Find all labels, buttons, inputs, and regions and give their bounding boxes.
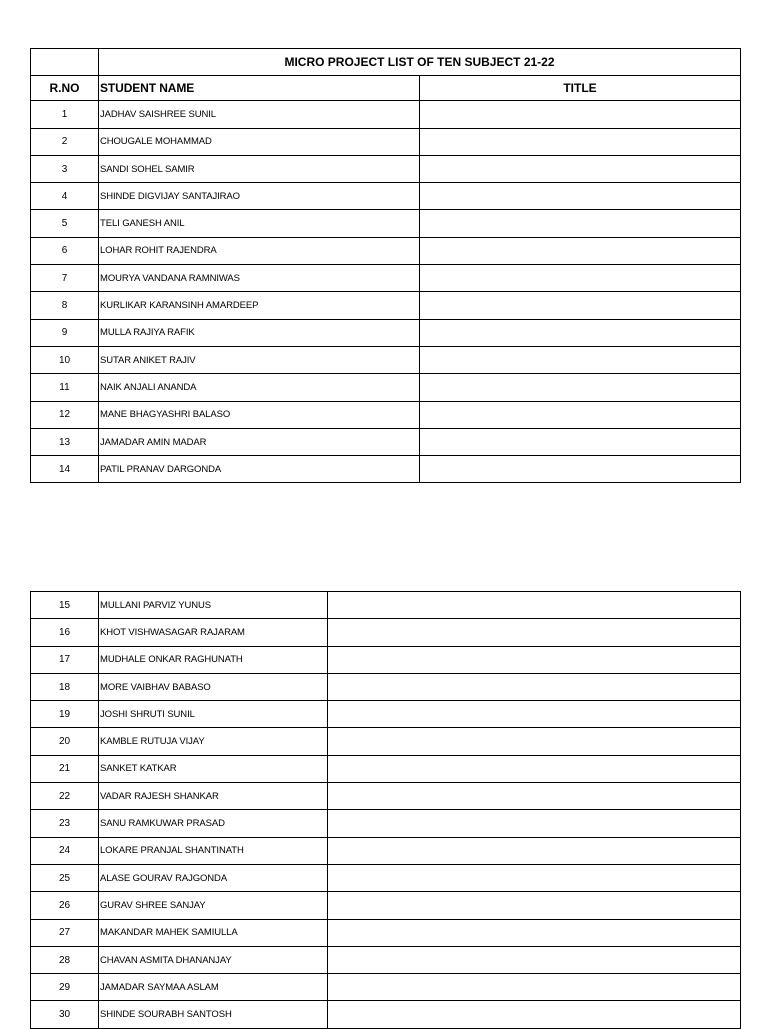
table-row <box>31 755 741 782</box>
roll-number-cell: 9 <box>31 319 99 346</box>
roll-number-cell: 4 <box>31 183 99 210</box>
header-rno: R.NO <box>31 76 99 101</box>
project-title-cell[interactable] <box>420 456 741 483</box>
project-title-cell[interactable] <box>328 864 741 891</box>
table-row <box>31 319 741 346</box>
student-name-cell: SUTAR ANIKET RAJIV <box>99 346 420 373</box>
project-title-cell[interactable] <box>420 401 741 428</box>
project-title-cell[interactable] <box>328 1001 741 1028</box>
table-row <box>31 728 741 755</box>
roll-number-cell: 22 <box>31 783 99 810</box>
roll-number-cell: 12 <box>31 401 99 428</box>
table-row <box>31 401 741 428</box>
project-title-cell[interactable] <box>420 292 741 319</box>
student-name-cell: KAMBLE RUTUJA VIJAY <box>99 728 328 755</box>
student-name-cell: MOURYA VANDANA RAMNIWAS <box>99 265 420 292</box>
project-title-cell[interactable] <box>420 183 741 210</box>
student-name-cell: KHOT VISHWASAGAR RAJARAM <box>99 619 328 646</box>
project-title-cell[interactable] <box>420 346 741 373</box>
roll-number-cell: 28 <box>31 946 99 973</box>
project-title-cell[interactable] <box>420 428 741 455</box>
table-row <box>31 210 741 237</box>
student-name-cell: JOSHI SHRUTI SUNIL <box>99 701 328 728</box>
roll-number-cell: 19 <box>31 701 99 728</box>
roll-number-cell: 6 <box>31 237 99 264</box>
header-title: TITLE <box>420 76 741 101</box>
student-name-cell: MUDHALE ONKAR RAGHUNATH <box>99 646 328 673</box>
student-name-cell: LOHAR ROHIT RAJENDRA <box>99 237 420 264</box>
student-name-cell: NAIK ANJALI ANANDA <box>99 374 420 401</box>
project-title-cell[interactable] <box>328 646 741 673</box>
table-row <box>31 837 741 864</box>
table-row <box>31 673 741 700</box>
roll-number-cell: 23 <box>31 810 99 837</box>
table-row <box>31 919 741 946</box>
roll-number-cell: 27 <box>31 919 99 946</box>
project-title-cell[interactable] <box>420 155 741 182</box>
table-row <box>31 155 741 182</box>
student-name-cell: KURLIKAR KARANSINH AMARDEEP <box>99 292 420 319</box>
project-title-cell[interactable] <box>420 265 741 292</box>
student-name-cell: JAMADAR SAYMAA ASLAM <box>99 974 328 1001</box>
project-title-cell[interactable] <box>328 728 741 755</box>
project-title-cell[interactable] <box>420 128 741 155</box>
student-name-cell: ALASE GOURAV RAJGONDA <box>99 864 328 891</box>
student-name-cell: MORE VAIBHAV BABASO <box>99 673 328 700</box>
roll-number-cell: 5 <box>31 210 99 237</box>
student-list-table-page-1 <box>30 48 741 483</box>
table-row <box>31 346 741 373</box>
table-row <box>31 183 741 210</box>
project-title-cell[interactable] <box>328 701 741 728</box>
table-row <box>31 1001 741 1028</box>
student-name-cell: TELI GANESH ANIL <box>99 210 420 237</box>
table-title-row <box>31 49 741 76</box>
student-name-cell: JAMADAR AMIN MADAR <box>99 428 420 455</box>
project-title-cell[interactable] <box>420 319 741 346</box>
table-row <box>31 783 741 810</box>
table-row <box>31 265 741 292</box>
project-title-cell[interactable] <box>328 619 741 646</box>
table-row <box>31 456 741 483</box>
table-row <box>31 592 741 619</box>
project-title-cell[interactable] <box>420 374 741 401</box>
roll-number-cell: 24 <box>31 837 99 864</box>
student-name-cell: JADHAV SAISHREE SUNIL <box>99 101 420 128</box>
table-row <box>31 374 741 401</box>
roll-number-cell: 16 <box>31 619 99 646</box>
roll-number-cell: 2 <box>31 128 99 155</box>
project-title-cell[interactable] <box>328 919 741 946</box>
roll-number-cell: 3 <box>31 155 99 182</box>
blank-cell <box>31 49 99 76</box>
project-title-cell[interactable] <box>328 946 741 973</box>
roll-number-cell: 17 <box>31 646 99 673</box>
student-name-cell: SANKET KATKAR <box>99 755 328 782</box>
student-name-cell: PATIL PRANAV DARGONDA <box>99 456 420 483</box>
student-name-cell: MULLA RAJIYA RAFIK <box>99 319 420 346</box>
header-student-name: STUDENT NAME <box>99 76 420 101</box>
roll-number-cell: 14 <box>31 456 99 483</box>
table-row <box>31 974 741 1001</box>
roll-number-cell: 26 <box>31 892 99 919</box>
project-title-cell[interactable] <box>328 837 741 864</box>
student-name-cell: MULLANI PARVIZ YUNUS <box>99 592 328 619</box>
student-name-cell: LOKARE PRANJAL SHANTINATH <box>99 837 328 864</box>
table-row <box>31 128 741 155</box>
roll-number-cell: 21 <box>31 755 99 782</box>
student-list-table-page-2 <box>30 591 741 1029</box>
table-header-row <box>31 76 741 101</box>
student-name-cell: SANDI SOHEL SAMIR <box>99 155 420 182</box>
roll-number-cell: 1 <box>31 101 99 128</box>
student-name-cell: MAKANDAR MAHEK SAMIULLA <box>99 919 328 946</box>
project-title-cell[interactable] <box>328 892 741 919</box>
project-title-cell[interactable] <box>420 237 741 264</box>
roll-number-cell: 10 <box>31 346 99 373</box>
roll-number-cell: 29 <box>31 974 99 1001</box>
student-name-cell: GURAV SHREE SANJAY <box>99 892 328 919</box>
table-row <box>31 292 741 319</box>
roll-number-cell: 18 <box>31 673 99 700</box>
table-title: MICRO PROJECT LIST OF TEN SUBJECT 21-22 <box>99 49 741 76</box>
student-name-cell: SHINDE SOURABH SANTOSH <box>99 1001 328 1028</box>
roll-number-cell: 15 <box>31 592 99 619</box>
table-row <box>31 428 741 455</box>
project-title-cell[interactable] <box>328 755 741 782</box>
roll-number-cell: 11 <box>31 374 99 401</box>
table-row <box>31 892 741 919</box>
roll-number-cell: 13 <box>31 428 99 455</box>
project-title-cell[interactable] <box>420 210 741 237</box>
project-title-cell[interactable] <box>328 810 741 837</box>
roll-number-cell: 7 <box>31 265 99 292</box>
student-name-cell: VADAR RAJESH SHANKAR <box>99 783 328 810</box>
roll-number-cell: 8 <box>31 292 99 319</box>
table-row <box>31 237 741 264</box>
student-name-cell: CHOUGALE MOHAMMAD <box>99 128 420 155</box>
table-row <box>31 946 741 973</box>
table-row <box>31 701 741 728</box>
project-title-cell[interactable] <box>328 673 741 700</box>
student-name-cell: SHINDE DIGVIJAY SANTAJIRAO <box>99 183 420 210</box>
project-title-cell[interactable] <box>420 101 741 128</box>
roll-number-cell: 30 <box>31 1001 99 1028</box>
project-title-cell[interactable] <box>328 783 741 810</box>
student-name-cell: MANE BHAGYASHRI BALASO <box>99 401 420 428</box>
project-title-cell[interactable] <box>328 974 741 1001</box>
table-row <box>31 864 741 891</box>
student-name-cell: SANU RAMKUWAR PRASAD <box>99 810 328 837</box>
student-name-cell: CHAVAN ASMITA DHANANJAY <box>99 946 328 973</box>
table-row <box>31 646 741 673</box>
table-row <box>31 619 741 646</box>
table-row <box>31 810 741 837</box>
roll-number-cell: 25 <box>31 864 99 891</box>
project-title-cell[interactable] <box>328 592 741 619</box>
table-row <box>31 101 741 128</box>
roll-number-cell: 20 <box>31 728 99 755</box>
